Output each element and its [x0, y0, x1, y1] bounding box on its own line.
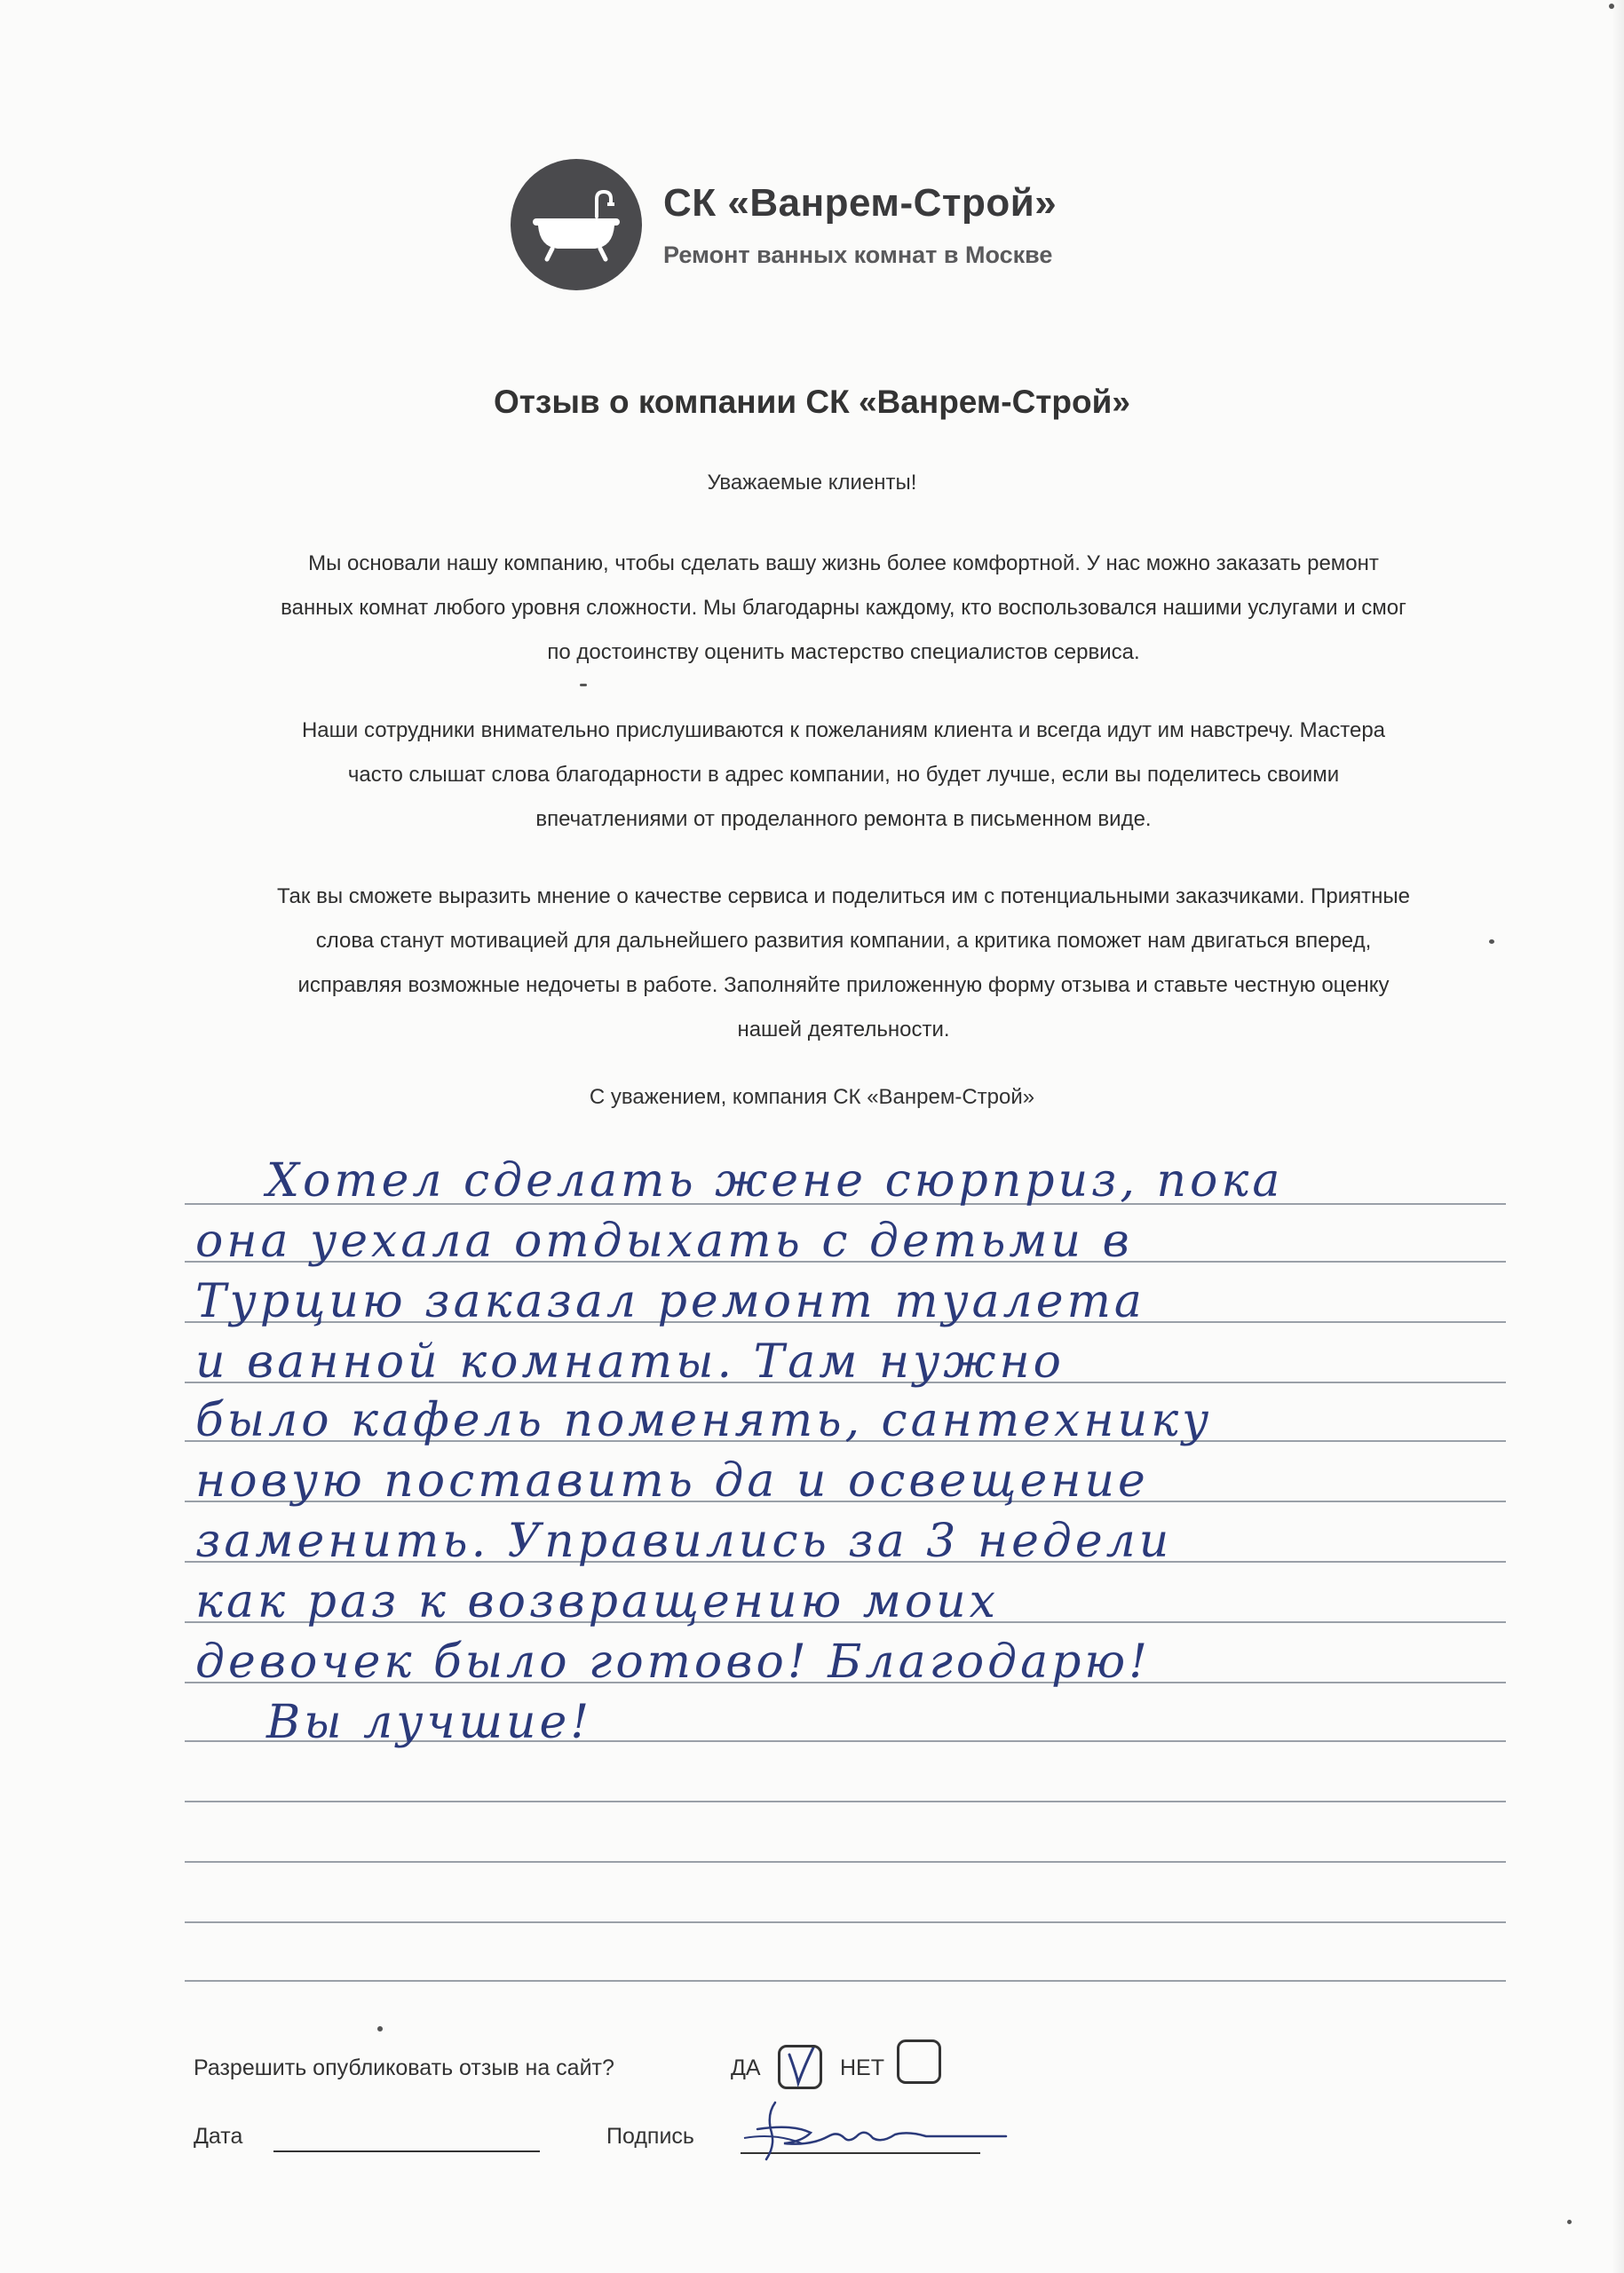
date-field[interactable] [273, 2150, 540, 2152]
bathtub-icon [527, 185, 625, 265]
scan-speck [1609, 4, 1614, 9]
paragraph-line: нашей деятельности. [737, 1018, 950, 1041]
company-header [511, 158, 1057, 291]
handwritten-line: новую поставить да и освещение [195, 1454, 1149, 1508]
company-tagline: Ремонт ванных комнат в Москве [663, 241, 1053, 268]
handwritten-line: заменить. Управились за 3 недели [195, 1515, 1173, 1568]
greeting: Уважаемые клиенты! [707, 471, 917, 495]
yes-checkbox[interactable] [778, 2045, 822, 2089]
closing-signoff: С уважением, компания СК «Ванрем-Строй» [589, 1085, 1035, 1109]
company-logo [511, 159, 642, 290]
intro-paragraph-3 [178, 875, 1509, 1052]
scan-speck [377, 2026, 383, 2031]
paragraph-line: ванных комнат любого уровня сложности. Мы благодарны каждому, кто воспользовался нашими услугами и смог [281, 596, 1406, 620]
paragraph-line: исправляя возможные недочеты в работе. Заполняйте приложенную форму отзыва и ставьте честную оценку [297, 973, 1390, 997]
intro-paragraph-1 [178, 542, 1509, 675]
handwritten-line: она уехала отдыхать с детьми в [195, 1215, 1133, 1268]
ruled-line [185, 1921, 1506, 1923]
handwritten-line: как раз к возвращению моих [195, 1575, 999, 1628]
date-signature-row [194, 2124, 1437, 2159]
paragraph-line: Так вы сможете выразить мнение о качестве сервиса и поделиться им с потенциальными заказчиками. Приятные [276, 884, 1411, 908]
ruled-line [185, 1861, 1506, 1863]
scan-edge-shadow [1612, 0, 1624, 2273]
checkmark-icon [780, 2047, 820, 2087]
scan-speck [1567, 2220, 1572, 2224]
scan-speck [1489, 939, 1494, 944]
company-text [663, 181, 1057, 269]
handwritten-line: было кафель поменять, сантехнику [195, 1394, 1213, 1447]
paragraph-line: Наши сотрудники внимательно прислушиваются к пожеланиям клиента и всегда идут им навстречу. Мастера [301, 718, 1386, 742]
intro-paragraph-2 [178, 709, 1509, 842]
yes-label: ДА [731, 2055, 761, 2080]
handwritten-line: Вы лучшие! [266, 1696, 593, 1749]
paragraph-line: слова станут мотивацией для дальнейшего развития компании, а критика поможет нам двигаться вперед, [315, 929, 1372, 953]
handwritten-line: Турцию заказал ремонт туалета [195, 1275, 1145, 1328]
ruled-line [185, 1801, 1506, 1802]
date-label: Дата [194, 2124, 243, 2149]
publish-permission-row [194, 2047, 1437, 2091]
scan-speck [580, 684, 587, 686]
handwritten-line: Хотел сделать жене сюрприз, пока [266, 1154, 1284, 1208]
paragraph-line: Мы основали нашу компанию, чтобы сделать вашу жизнь более комфортной. У нас можно заказать ремонт [308, 551, 1379, 575]
handwritten-line: и ванной комнаты. Там нужно [195, 1335, 1065, 1389]
company-name: СК «Ванрем-Строй» [663, 180, 1058, 225]
publish-permission-label: Разрешить опубликовать отзыв на сайт? [194, 2055, 614, 2080]
ruled-line [185, 1980, 1506, 1982]
paragraph-line: по достоинству оценить мастерство специалистов сервиса. [547, 640, 1140, 664]
no-label: НЕТ [840, 2055, 884, 2080]
paragraph-line: впечатлениями от проделанного ремонта в письменном виде. [535, 807, 1152, 831]
handwritten-line: девочек было готово! Благодарю! [195, 1635, 1152, 1689]
handwritten-signature [740, 2097, 1015, 2168]
signature-label: Подпись [606, 2124, 694, 2149]
paragraph-line: часто слышат слова благодарности в адрес компании, но будет лучше, если вы поделитесь своими [347, 763, 1340, 787]
no-checkbox[interactable] [897, 2039, 941, 2084]
document-title: Отзыв о компании СК «Ванрем-Строй» [494, 384, 1130, 420]
